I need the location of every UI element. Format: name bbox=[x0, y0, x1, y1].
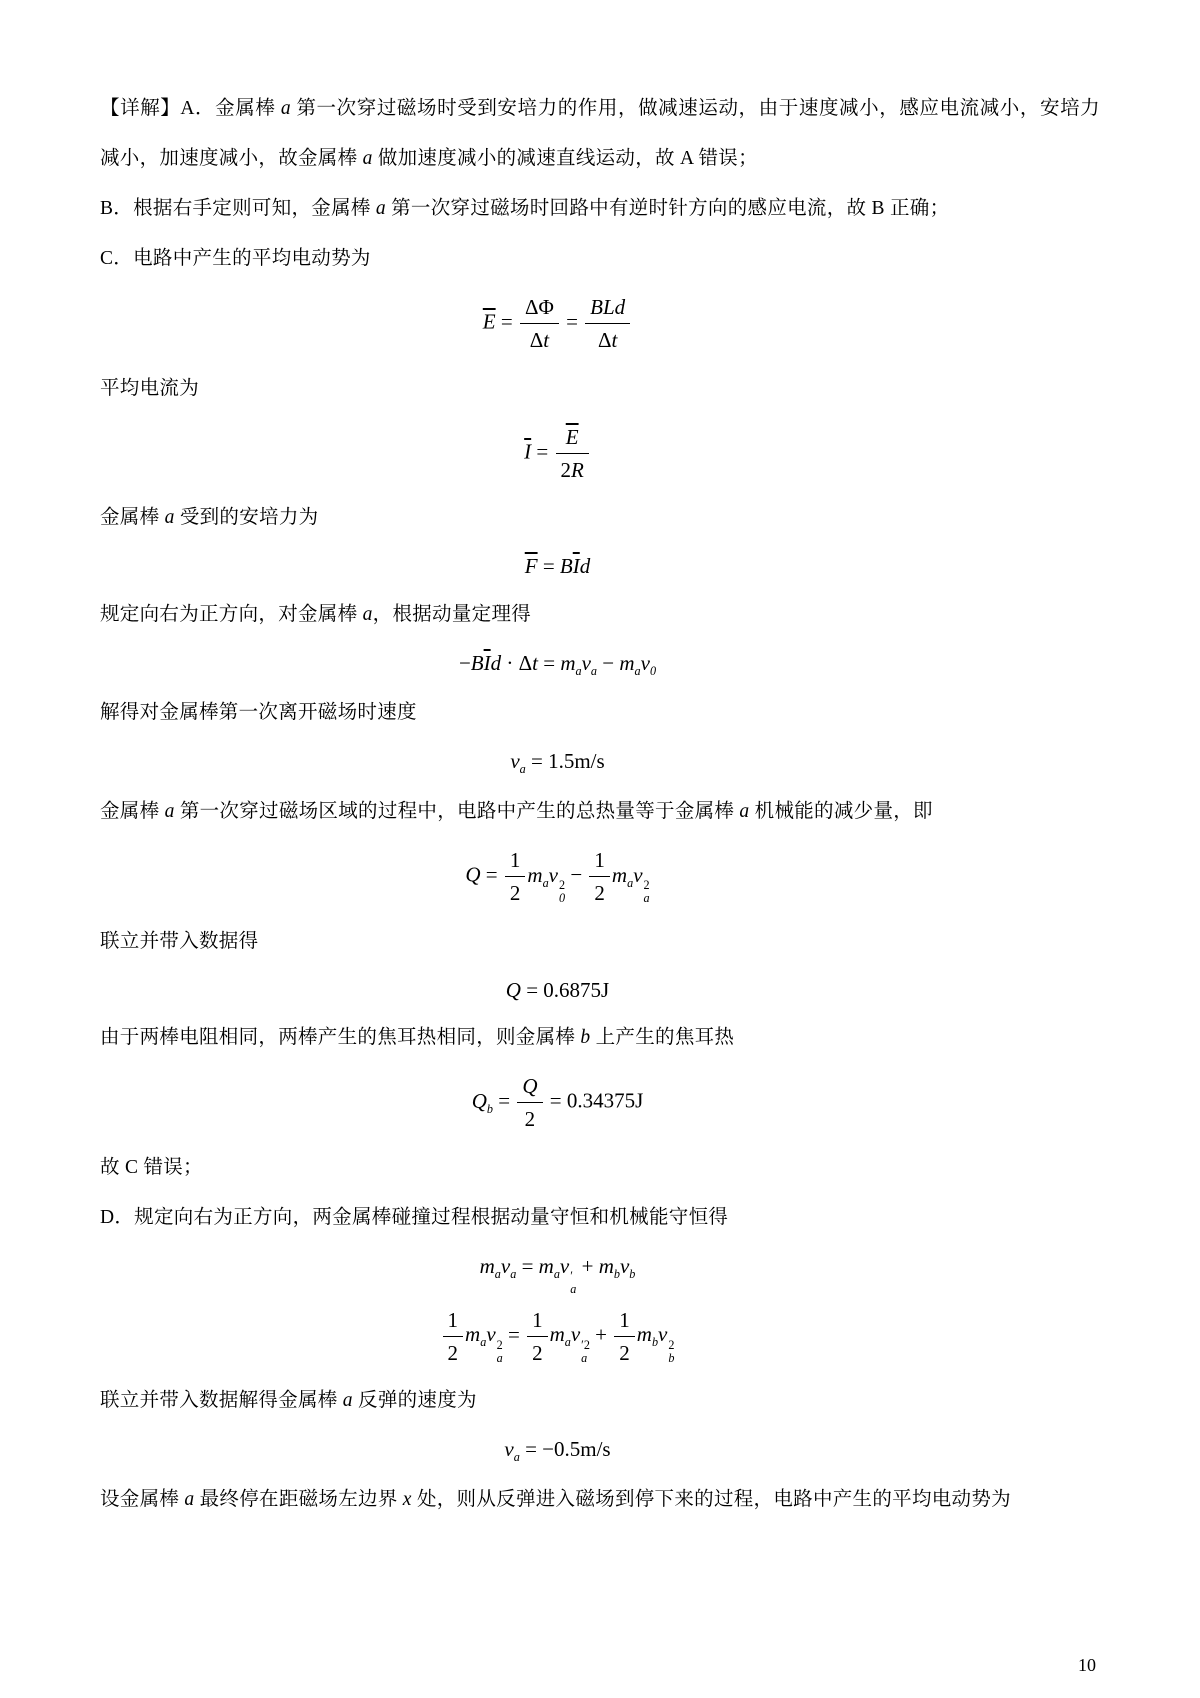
para-joule-heat-intro: 由于两棒电阻相同，两棒产生的焦耳热相同，则金属棒 b 上产生的焦耳热 bbox=[100, 1027, 735, 1049]
para-option-d-intro: D．规定向右为正方向，两金属棒碰撞过程根据动量守恒和机械能守恒得 bbox=[100, 1206, 729, 1228]
formula-average-emf: $\overline{E}$ = $\frac{\Delta\Phi}{\Delta t}$ = $\frac{\text{BLd}}{\Delta t}$ bbox=[100, 293, 1015, 355]
fraction: $\frac{\Delta\Phi}{\Delta t}$ bbox=[520, 293, 559, 355]
para-heat-intro: 金属棒 a 第一次穿过磁场区域的过程中，电路中产生的总热量等于金属棒 a 机械能的减少量，即 bbox=[100, 801, 933, 822]
formula-q-value: Q = 0.6875J bbox=[505, 977, 610, 1002]
fraction: $\frac{1}{2}$ bbox=[589, 846, 610, 908]
para-exit-speed-intro: 解得对金属棒第一次离开磁场时速度 bbox=[100, 702, 417, 724]
fraction: $\frac{\overline{E}}{2R}$ bbox=[556, 423, 589, 485]
formula-momentum-conservation: $m_av_a = m_av$ ′ a + $m_bv_b$ bbox=[479, 1253, 636, 1297]
fraction: $\frac{1}{2}$ bbox=[443, 1306, 464, 1368]
document-content bbox=[100, 84, 1100, 1525]
fraction: $\frac{1}{2}$ bbox=[505, 846, 526, 908]
para-average-current-intro: 平均电流为 bbox=[100, 377, 200, 399]
fraction: $\frac{1}{2}$ bbox=[527, 1306, 548, 1368]
fraction: $\frac{1}{2}$ bbox=[614, 1306, 635, 1368]
page-number: 10 bbox=[1078, 1655, 1096, 1675]
para-option-b: B．根据右手定则可知，金属棒 a 第一次穿过磁场时回路中有逆时针方向的感应电流，故 B 正确； bbox=[100, 198, 950, 219]
fraction: $\frac{\text{BLd}}{\Delta t}$ bbox=[585, 293, 630, 355]
formula-heat: Q = $\frac{1}{2}$ $m_av$ 2 0 − $\frac{1}{2}$ $m_av$ 2 a bbox=[100, 846, 1015, 908]
para-final-setup: 设金属棒 a 最终停在距磁场左边界 x 处，则从反弹进入磁场到停下来的过程，电路中产生的平均电动势为 bbox=[100, 1488, 1011, 1510]
formula-va-value: $v_a = 1.5m/s$ bbox=[510, 749, 605, 777]
formula-va-rebound: $v_a = -0.5m/s$ bbox=[504, 1437, 611, 1465]
para-rebound-speed-intro: 联立并带入数据解得金属棒 a 反弹的速度为 bbox=[100, 1390, 477, 1412]
formula-ampere-force: $\overline{F} = B\overline{I}d$ bbox=[524, 554, 591, 579]
para-option-c-intro: C．电路中产生的平均电动势为 bbox=[100, 248, 371, 269]
para-substitute-data: 联立并带入数据得 bbox=[100, 930, 259, 952]
formula-momentum-theorem: $-B\overline{I}d \cdot \Delta t = m_av_a - m_av_0$ bbox=[458, 650, 657, 678]
para-ampere-force-intro: 金属棒 a 受到的安培力为 bbox=[100, 507, 319, 529]
para-option-c-conclusion: 故 C 错误； bbox=[100, 1156, 203, 1178]
para-detail-option-a: 【详解】A．金属棒 a 第一次穿过磁场时受到安培力的作用，做减速运动，由于速度减小，感应电流减小，安培力减小，加速度减小，故金属棒 a 做加速度减小的减速直线运动，故 A 错误； bbox=[100, 98, 1100, 169]
formula-energy-conservation: $\frac{1}{2}$ $m_av$ 2 a = $\frac{1}{2}$ $m_av$ ′2 a + $\frac{1}{2}$ $m_bv$ 2 b bbox=[100, 1306, 1015, 1368]
formula-average-current: $\overline{I}$ = $\frac{\overline{E}}{2R}$ bbox=[100, 423, 1015, 485]
formula-qb-value: $Q_b$ = $\frac{Q}{2}$ = 0.34375J bbox=[100, 1072, 1015, 1134]
fraction: $\frac{Q}{2}$ bbox=[517, 1072, 542, 1134]
para-momentum-theorem-intro: 规定向右为正方向，对金属棒 a，根据动量定理得 bbox=[100, 603, 532, 625]
